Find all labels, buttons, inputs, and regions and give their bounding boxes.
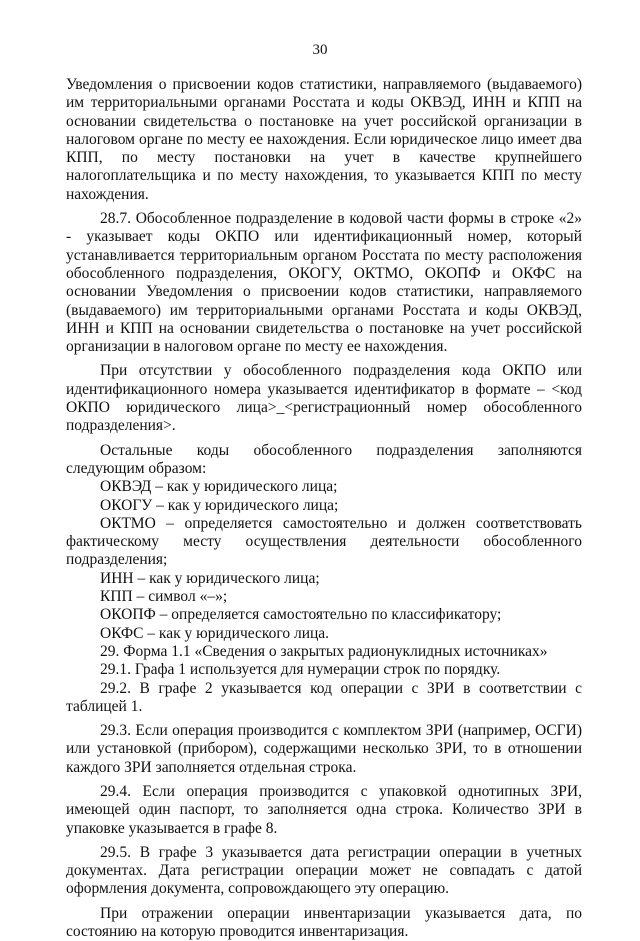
paragraph-okpo-notice-continuation: Уведомления о присвоении кодов статистики, направляемого (выдаваемого) им территориальными органами Росстата и коды ОКВЭД, ИНН и КПП на основании свидетельства о постановке на учет российской организации в налоговом органе по месту ее нахождения. Если юридическое лицо имеет два КПП, по месту постановки на учет в качестве крупнейшего налогоплательщика и по месту нахождения, то указывается КПП по месту нахождения. [66, 76, 582, 203]
paragraph-29-5: 29.5. В графе 3 указывается дата регистрации операции в учетных документах. Дата регистрации операции может не совпадать с датой оформления документа, сопровождающего эту операцию. [66, 843, 582, 898]
paragraph-29-4: 29.4. Если операция производится с упаковкой однотипных ЗРИ, имеющей один паспорт, то заполняется одна строка. Количество ЗРИ в упаковке указывается в графе 8. [66, 782, 582, 837]
list-item-oktmo: ОКТМО – определяется самостоятельно и должен соответствовать фактическому месту осуществления деятельности обособленного подразделения; [66, 514, 582, 569]
paragraph-okpo-missing: При отсутствии у обособленного подразделения кода ОКПО или идентификационного номера указывается идентификатор в формате – <код ОКПО юридического лица>_<регистрационный номер обособленного подразделения>. [66, 362, 582, 435]
paragraph-inventory-date: При отражении операции инвентаризации указывается дата, по состоянию на которую проводится инвентаризация. [66, 904, 582, 941]
list-item-okfs: ОКФС – как у юридического лица. [100, 624, 330, 642]
paragraph-28-7: 28.7. Обособленное подразделение в кодовой части формы в строке «2» - указывает коды ОКПО или идентификационный номер, который устанавливается территориальным органом Росстата по месту расположения обособленного подразделения, ОКОГУ, ОКТМО, ОКОПФ и ОКФС на основании Уведомления о присвоении кодов статистики, направляемого (выдаваемого) им территориальными органами Росстата и коды ОКВЭД, ИНН и КПП на основании свидетельства о постановке на учет российской организации в налоговом органе по месту ее нахождения. [66, 210, 582, 356]
paragraph-other-codes-intro: Остальные коды обособленного подразделения заполняются следующим образом: [66, 441, 582, 477]
list-item-okved: ОКВЭД – как у юридического лица; [100, 478, 338, 496]
section-heading-29: 29. Форма 1.1 «Сведения о закрытых радионуклидных источниках» [100, 642, 548, 660]
list-item-kpp: КПП – символ «–»; [100, 588, 228, 606]
page-number: 30 [312, 42, 328, 58]
paragraph-29-3: 29.3. Если операция производится с комплектом ЗРИ (например, ОСГИ) или установкой (прибором), содержащими несколько ЗРИ, то в отношении каждого ЗРИ заполняется отдельная строка. [66, 722, 582, 776]
list-item-okopf: ОКОПФ – определяется самостоятельно по классификатору; [100, 606, 502, 624]
paragraph-29-2: 29.2. В графе 2 указывается код операции с ЗРИ в соответствии с таблицей 1. [66, 679, 582, 715]
paragraph-29-1: 29.1. Графа 1 используется для нумерации строк по порядку. [100, 661, 501, 679]
document-body [66, 76, 582, 941]
list-item-okogu: ОКОГУ – как у юридического лица; [100, 496, 339, 514]
list-item-inn: ИНН – как у юридического лица; [100, 569, 320, 587]
